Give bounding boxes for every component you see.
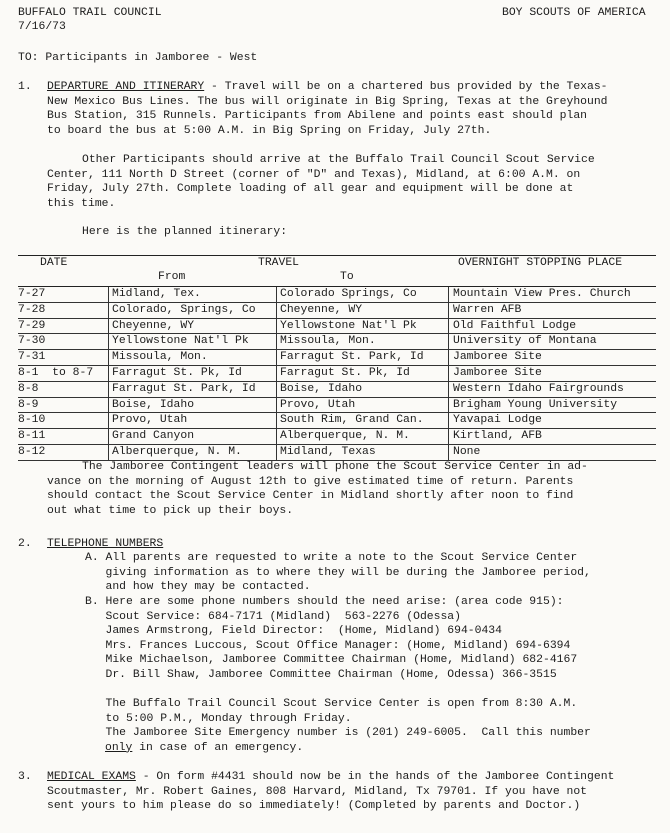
header-date: DATE [40, 257, 68, 269]
row-stop: Western Idaho Fairgrounds [453, 382, 624, 395]
row-to: Yellowstone Nat'l Pk [280, 319, 417, 332]
itinerary-row [18, 413, 656, 429]
row-to: Provo, Utah [280, 398, 356, 411]
itinerary-row [18, 398, 656, 414]
row-stop: Old Faithful Lodge [453, 319, 577, 332]
hours-line: The Buffalo Trail Council Scout Service Center is open from 8:30 A.M. [85, 698, 578, 710]
section-1-line: Bus Station, 315 Runnels. Participants from Abilene and points east should plan [47, 110, 588, 123]
header-from: From [158, 271, 186, 283]
row-date: 7-30 [18, 335, 46, 348]
itinerary-header [18, 255, 656, 287]
return-line: out what time to pick up their boys. [47, 504, 294, 517]
row-stop: Jamboree Site [453, 351, 542, 364]
emergency-tail [85, 741, 665, 756]
row-to: Cheyenne, WY [280, 303, 363, 316]
row-from: Yellowstone Nat'l Pk [112, 335, 249, 348]
row-from: Cheyenne, WY [112, 319, 195, 332]
row-to: Missoula, Mon. [280, 335, 376, 348]
phone-line: Mrs. Frances Luccous, Scout Office Manager: (Home, Midland) 694-6394 [85, 639, 571, 652]
section-2a [85, 551, 665, 595]
itinerary-table [18, 255, 656, 461]
departure-paragraph [47, 153, 665, 211]
row-stop: Brigham Young University [453, 398, 618, 411]
section-2-number: 2. [18, 538, 32, 550]
row-stop: Yavapai Lodge [453, 414, 542, 427]
row-from: Alberquerque, N. M. [112, 445, 242, 458]
row-from: Midland, Tex. [112, 288, 201, 300]
row-stop: Kirtland, AFB [453, 430, 542, 443]
phone-line: Mike Michaelson, Jamboree Committee Chairman (Home, Midland) 682-4167 [85, 654, 578, 667]
phone-line: Scout Service: 684-7171 (Midland) 563-2276 (Odessa) [85, 610, 461, 623]
section-2-heading: TELEPHONE NUMBERS [47, 538, 164, 550]
row-to: Farragut St. Pk, Id [280, 366, 410, 379]
section-3-line: sent yours to him please do so immediately! (Completed by parents and Doctor.) [47, 800, 581, 813]
return-paragraph [47, 460, 665, 518]
memo-recipients: TO: Participants in Jamboree - West [18, 52, 258, 64]
section-3-heading: MEDICAL EXAMS [47, 771, 136, 783]
row-date: 7-29 [18, 319, 46, 332]
section-2a-line: A. All parents are requested to write a note to the Scout Service Center [85, 552, 578, 564]
section-1-text [47, 80, 665, 138]
row-date: 7-28 [18, 303, 46, 316]
row-date: 8-9 [18, 398, 39, 411]
section-2a-line: giving information as to where they will be during the Jamboree period, [85, 566, 591, 579]
row-to: South Rim, Grand Can. [280, 414, 424, 427]
row-stop: University of Montana [453, 335, 597, 348]
itinerary-row [18, 319, 656, 335]
section-3-number: 3. [18, 771, 32, 783]
row-stop: None [453, 445, 481, 458]
phone-line: B. Here are some phone numbers should the need arise: (area code 915): [85, 596, 564, 608]
row-from: Farragut St. Pk, Id [112, 366, 242, 379]
section-2b [85, 595, 665, 683]
row-date: 7-31 [18, 351, 46, 364]
departure-line: this time. [47, 197, 116, 210]
section-1-heading: DEPARTURE AND ITINERARY [47, 81, 205, 93]
return-line: The Jamboree Contingent leaders will phone the Scout Service Center in ad- [82, 461, 588, 473]
departure-line: Center, 111 North D Street (corner of "D" and Texas), Midland, at 6:00 A.M. on [47, 168, 581, 181]
header-travel: TRAVEL [258, 257, 300, 269]
itinerary-intro: Here is the planned itinerary: [82, 226, 288, 238]
itinerary-row [18, 429, 656, 445]
departure-line: Other Participants should arrive at the Buffalo Trail Council Scout Service [82, 154, 595, 166]
row-stop: Warren AFB [453, 303, 522, 316]
return-line: vance on the morning of August 12th to give estimated time of return. Parents [47, 475, 574, 488]
itinerary-row [18, 382, 656, 398]
section-3-line: Scoutmaster, Mr. Robert Gaines, 808 Harvard, Midland, Tx 79701. If you have not [47, 785, 588, 798]
section-1-number: 1. [18, 81, 32, 93]
section-1-line: New Mexico Bus Lines. The bus will originate in Big Spring, Texas at the Greyhound [47, 95, 608, 108]
itinerary-row [18, 303, 656, 319]
itinerary-row [18, 445, 656, 461]
row-date: 8-12 [18, 445, 46, 458]
row-to: Midland, Texas [280, 445, 376, 458]
row-from: Colorado, Springs, Co [112, 303, 256, 316]
itinerary-row [18, 350, 656, 366]
row-stop: Mountain View Pres. Church [453, 288, 631, 300]
row-date: 8-10 [18, 414, 46, 427]
return-line: should contact the Scout Service Center in Midland shortly after noon to find [47, 490, 574, 503]
section-3-text [47, 770, 665, 814]
row-to: Alberquerque, N. M. [280, 430, 410, 443]
itinerary-row [18, 287, 656, 303]
row-date: 8-1 to 8-7 [18, 366, 94, 379]
header-overnight: OVERNIGHT STOPPING PLACE [458, 257, 623, 269]
row-from: Missoula, Mon. [112, 351, 208, 364]
row-from: Farragut St. Park, Id [112, 382, 256, 395]
office-hours [85, 697, 665, 755]
itinerary-row [18, 334, 656, 350]
row-from: Grand Canyon [112, 430, 195, 443]
departure-line: Friday, July 27th. Complete loading of all gear and equipment will be done at [47, 183, 574, 196]
section-3-line: - On form #4431 should now be in the hands of the Jamboree Contingent [135, 771, 615, 783]
organization-name: BOY SCOUTS OF AMERICA [502, 7, 646, 19]
emergency-line: The Jamboree Site Emergency number is (201) 249-6005. Call this number [85, 727, 591, 740]
row-to: Farragut St. Park, Id [280, 351, 424, 364]
phone-line: James Armstrong, Field Director: (Home, Midland) 694-0434 [85, 625, 502, 638]
phone-line: Dr. Bill Shaw, Jamboree Committee Chairman (Home, Odessa) 366-3515 [85, 668, 557, 681]
row-to: Boise, Idaho [280, 382, 363, 395]
council-name: BUFFALO TRAIL COUNCIL [18, 7, 162, 19]
itinerary-rows [18, 287, 656, 461]
row-to: Colorado Springs, Co [280, 288, 417, 300]
section-1-line: to board the bus at 5:00 A.M. in Big Spring on Friday, July 27th. [47, 124, 492, 137]
emergency-tail-text: in case of an emergency. [132, 741, 304, 754]
row-date: 7-27 [18, 288, 46, 300]
row-date: 8-8 [18, 382, 39, 395]
memo-date: 7/16/73 [18, 21, 66, 33]
header-to: To [340, 271, 354, 283]
itinerary-row [18, 366, 656, 382]
row-date: 8-11 [18, 430, 46, 443]
section-2a-line: and how they may be contacted. [85, 581, 311, 594]
section-1-line: - Travel will be on a chartered bus provided by the Texas- [204, 81, 608, 93]
hours-line: to 5:00 P.M., Monday through Friday. [85, 712, 352, 725]
row-from: Provo, Utah [112, 414, 188, 427]
emergency-only: only [105, 741, 133, 754]
row-from: Boise, Idaho [112, 398, 195, 411]
row-stop: Jamboree Site [453, 366, 542, 379]
